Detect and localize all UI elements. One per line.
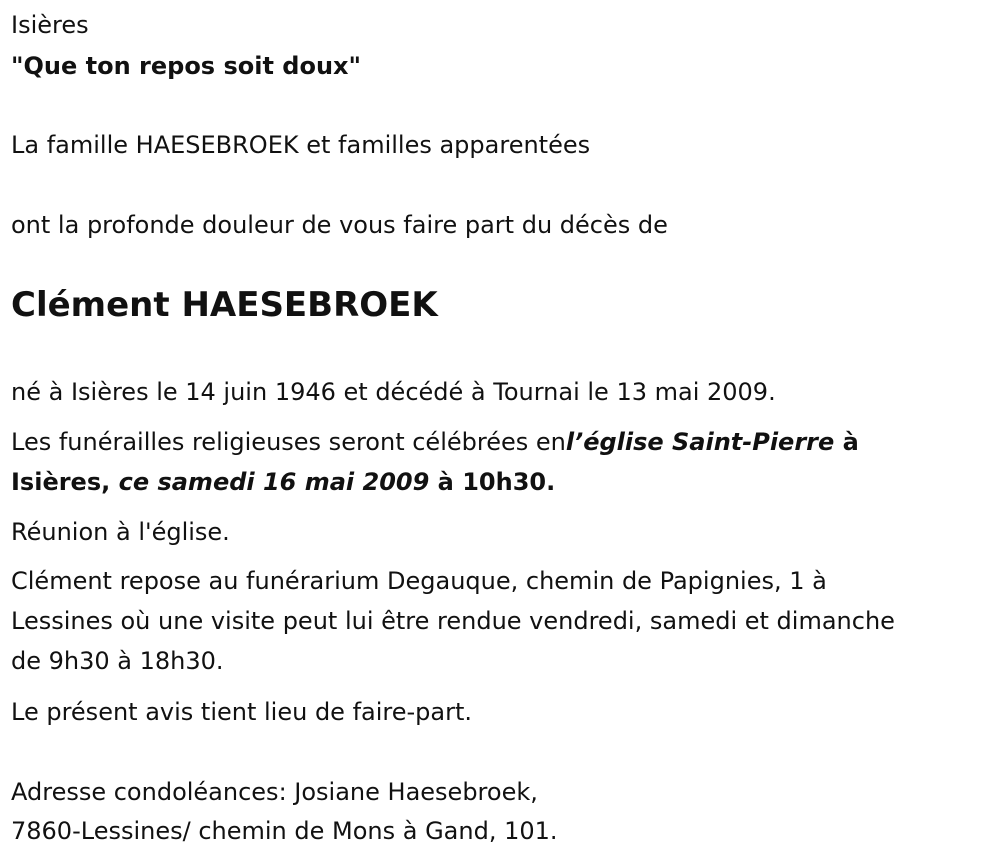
funeral-date: ce samedi 16 mai 2009 — [110, 468, 430, 496]
funeral-time: à 10h30. — [429, 468, 556, 496]
rest-line-1: Clément repose au funérarium Degauque, chemin de Papignies, 1 à — [11, 567, 827, 595]
rest-line-2: Lessines où une visite peut lui être rendue vendredi, samedi et dimanche — [11, 607, 895, 635]
rest-line-3: de 9h30 à 18h30. — [11, 647, 224, 675]
funeral-place: Isières, — [11, 468, 111, 496]
deceased-name: Clément HAESEBROEK — [11, 285, 438, 325]
meeting-line: Réunion à l'église. — [11, 518, 230, 546]
location-header: Isières — [11, 11, 89, 39]
announcement-line: ont la profonde douleur de vous faire part du décès de — [11, 211, 668, 239]
funeral-a1: à — [834, 428, 859, 456]
funeral-line-2 — [11, 467, 555, 497]
notice-statement: Le présent avis tient lieu de faire-part. — [11, 698, 473, 726]
condolences-line-2: 7860-Lessines/ chemin de Mons à Gand, 101. — [11, 817, 558, 845]
funeral-line-1 — [11, 427, 859, 457]
church-name: l’église Saint-Pierre — [565, 428, 835, 456]
family-line: La famille HAESEBROEK et familles apparentées — [11, 131, 591, 159]
quote-line: "Que ton repos soit doux" — [11, 52, 362, 80]
condolences-line-1: Adresse condoléances: Josiane Haesebroek, — [11, 778, 538, 806]
birth-death-line: né à Isières le 14 juin 1946 et décédé à Tournai le 13 mai 2009. — [11, 378, 776, 406]
funeral-intro: Les funérailles religieuses seront célébrées en — [11, 428, 566, 456]
